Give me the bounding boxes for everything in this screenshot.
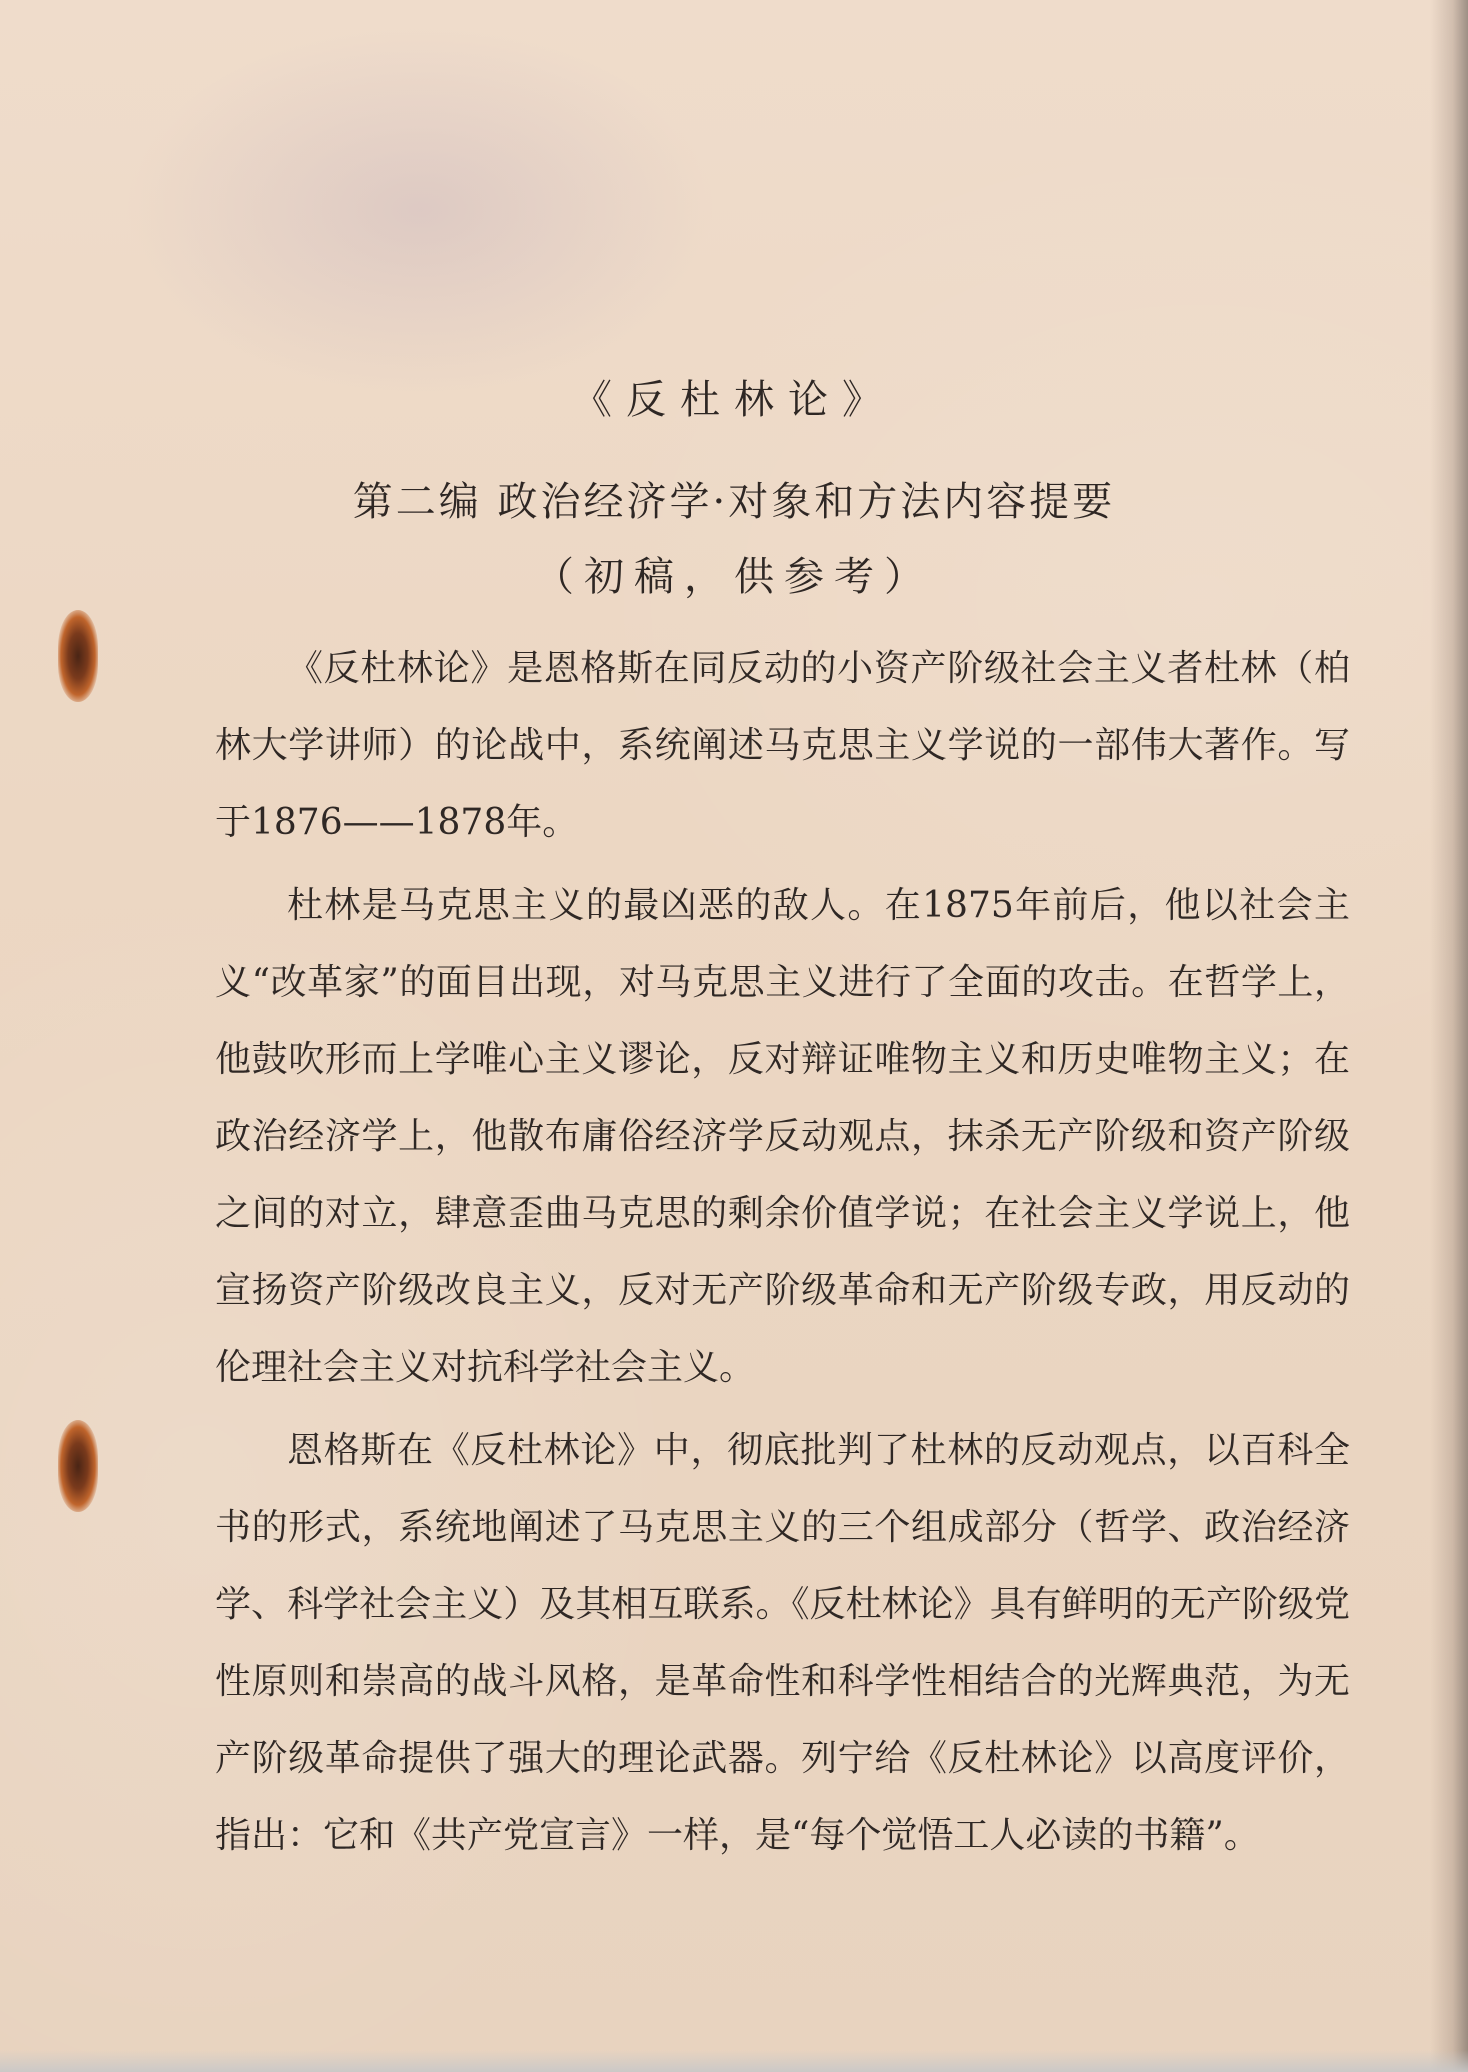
paragraph-3: 恩格斯在《反杜林论》中，彻底批判了杜林的反动观点，以百科全书的形式，系统地阐述了马克思主义的三个组成部分（哲学、政治经济学、科学社会主义）及其相互联系。《反杜林论》具有鲜明的无产阶级党性原则和崇高的战斗风格，是革命性和科学性相结合的光辉典范，为无产阶级革命提供了强大的理论武器。列宁给《反杜林论》以高度评价，指出：它和《共产党宣言》一样，是“每个觉悟工人必读的书籍”。 (215, 1430, 1350, 1856)
page-bottom-edge (0, 2050, 1468, 2072)
paragraph-1: 《反杜林论》是恩格斯在同反动的小资产阶级社会主义者杜林（柏林大学讲师）的论战中，系统阐述马克思主义学说的一部伟大著作。写于1876——1878年。 (215, 648, 1350, 843)
binding-hole-bottom (58, 1420, 98, 1512)
document-title: 《反杜林论》 (572, 377, 896, 423)
page-edge-shadow (1430, 0, 1468, 2072)
document-note: （初稿，供参考） (534, 554, 934, 600)
document-body (215, 630, 1350, 1880)
paragraph-2: 杜林是马克思主义的最凶恶的敌人。在1875年前后，他以社会主义“改革家”的面目出现，对马克思主义进行了全面的攻击。在哲学上，他鼓吹形而上学唯心主义谬论，反对辩证唯物主义和历史唯物主义；在政治经济学上，他散布庸俗经济学反动观点，抹杀无产阶级和资产阶级之间的对立，肆意歪曲马克思的剩余价值学说；在社会主义学说上，他宣扬资产阶级改良主义，反对无产阶级革命和无产阶级专政，用反动的伦理社会主义对抗科学社会主义。 (215, 885, 1350, 1388)
document-subtitle: 第二编 政治经济学·对象和方法内容提要 (352, 479, 1116, 525)
binding-hole-top (58, 610, 98, 702)
